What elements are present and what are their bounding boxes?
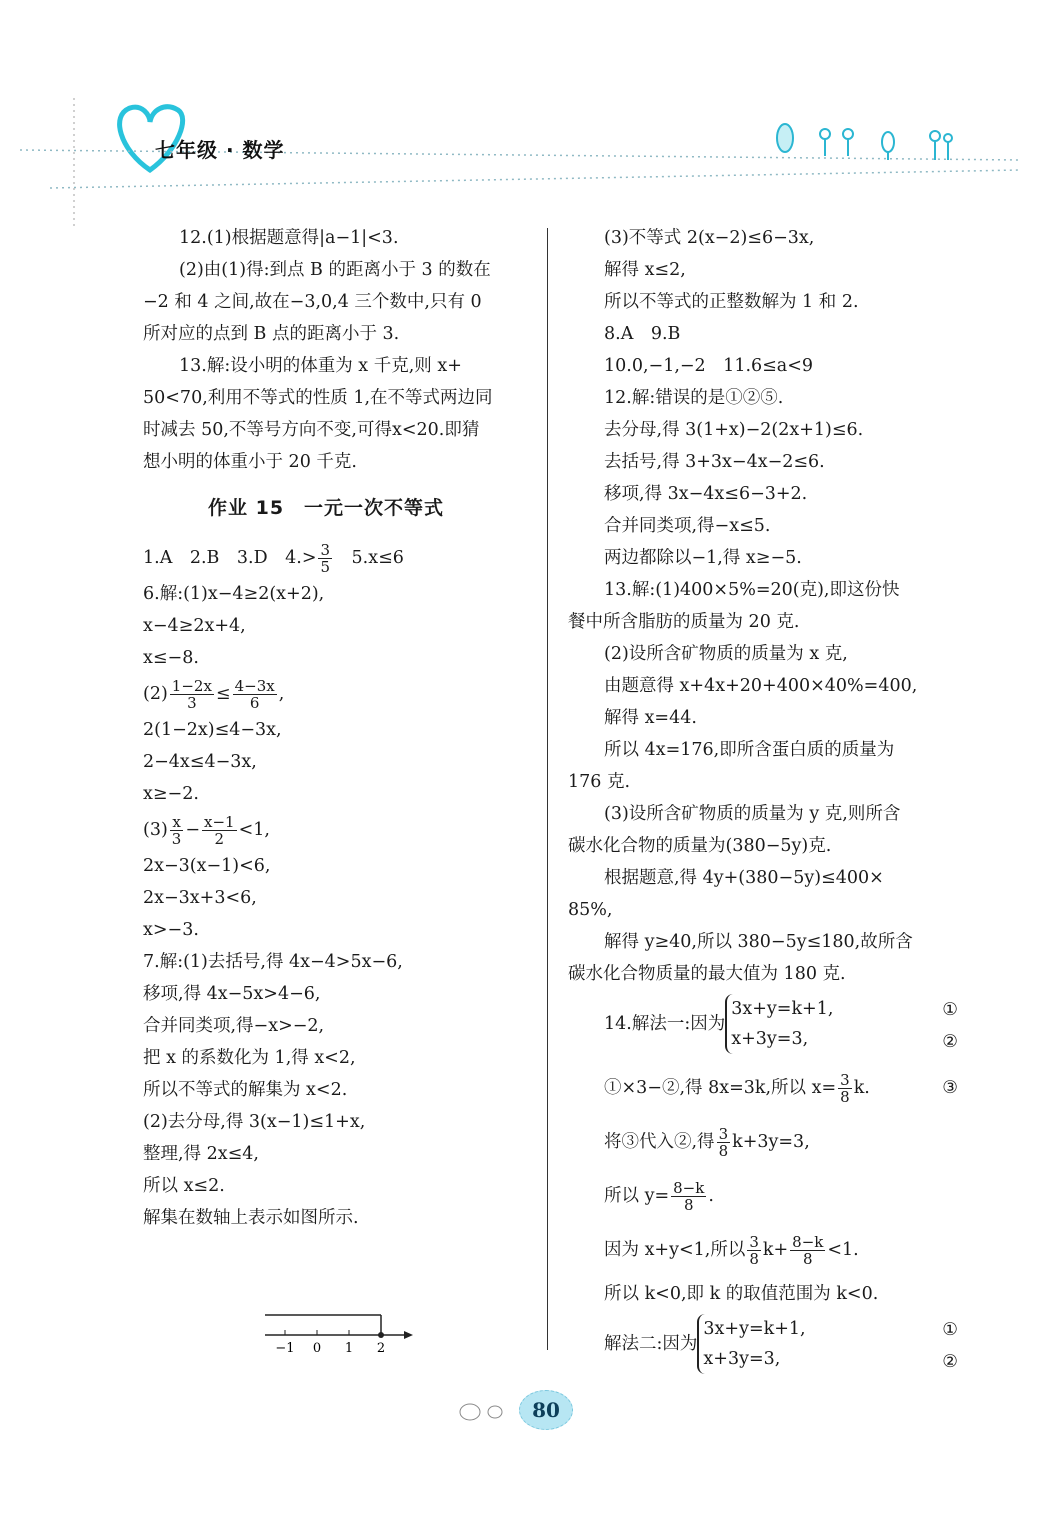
fraction: $\frac{3}{8}$ — [749, 1233, 759, 1268]
q7-line-4: 把 x 的系数化为 1,得 x<2, — [143, 1048, 356, 1068]
q6-2-step-2: 2−4x≤4−3x, — [143, 752, 257, 772]
solution-endpoint — [378, 1332, 384, 1338]
q6-2-step-1: 2(1−2x)≤4−3x, — [143, 720, 282, 740]
header-decoration — [0, 0, 1055, 230]
q6-3-step-2: 2x−3x+3<6, — [143, 888, 257, 908]
q14-step-1: ①×3−②,得 8x=3k,所以 x= $\frac{3}{8}$ k. ③ — [604, 1071, 958, 1106]
header-title: 七年级 · 数学 — [155, 138, 285, 162]
q6-2-line: (2) $\frac{1-2x}{3}$ ≤ $\frac{4-3x}{6}$ , — [143, 677, 285, 712]
q7-line-5: 所以不等式的解集为 x<2. — [143, 1080, 348, 1100]
q13r-line-1: 13.解:(1)400×5%=20(克),即这份快 — [604, 580, 900, 600]
q7-line-6: (2)去分母,得 3(x−1)≤1+x, — [143, 1112, 366, 1132]
fraction: $\frac{1-2x}{3}$ — [171, 677, 212, 712]
q13r-line-4: 由题意得 x+4x+20+400×40%=400, — [604, 676, 918, 696]
tick-label: 1 — [344, 1341, 354, 1356]
q13r-line-5: 解得 x=44. — [604, 708, 697, 728]
q14-step-4: 因为 x+y<1,所以 $\frac{3}{8}$ k+ $\frac{8-k}{8}$ <1. — [604, 1233, 859, 1268]
q13r-line-13: 碳水化合物质量的最大值为 180 克. — [568, 964, 846, 984]
q12-line-4: 所对应的点到 B 点的距离小于 3. — [143, 324, 400, 344]
column-divider — [547, 228, 548, 1350]
fraction: $\frac{x}{3}$ — [171, 813, 182, 848]
q6-line-2: x−4≥2x+4, — [143, 616, 246, 636]
section-title: 作业 15 一元一次不等式 — [208, 497, 445, 519]
q12-line-1: 12.(1)根据题意得|a−1|<3. — [179, 228, 399, 248]
q6-3-step-3: x>−3. — [143, 920, 199, 940]
q14-step-2: 将③代入②,得 $\frac{3}{8}$ k+3y=3, — [604, 1125, 810, 1160]
q13r-line-2: 餐中所含脂肪的质量为 20 克. — [568, 612, 800, 632]
q13-line-3: 时减去 50,不等号方向不变,可得x<20.即猜 — [143, 420, 480, 440]
q6-line-3: x≤−8. — [143, 648, 199, 668]
page-number: 80 — [519, 1390, 573, 1430]
equation-system: 3x+y=k+1, x+3y=3, — [725, 994, 833, 1054]
q13-line-4: 想小明的体重小于 20 千克. — [143, 452, 357, 472]
r-line-10: 合并同类项,得−x≤5. — [604, 516, 771, 536]
number-line — [263, 1310, 423, 1356]
q12-line-2: (2)由(1)得:到点 B 的距离小于 3 的数在 — [179, 260, 491, 280]
r-line-3: 所以不等式的正整数解为 1 和 2. — [604, 292, 859, 312]
q1to5-line: 1.A 2.B 3.D 4.> $\frac{3}{5}$ 5.x≤6 — [143, 541, 404, 576]
r-line-2: 解得 x≤2, — [604, 260, 686, 280]
q7-line-7: 整理,得 2x≤4, — [143, 1144, 259, 1164]
r-line-11: 两边都除以−1,得 x≥−5. — [604, 548, 802, 568]
tick-label: 0 — [312, 1341, 322, 1356]
q13r-line-11: 85%, — [568, 900, 613, 920]
fraction: $\frac{3}{5}$ — [320, 541, 331, 576]
r-line-1: (3)不等式 2(x−2)≤6−3x, — [604, 228, 815, 248]
q13r-line-12: 解得 y≥40,所以 380−5y≤180,故所含 — [604, 932, 913, 952]
q6-3-step-1: 2x−3(x−1)<6, — [143, 856, 271, 876]
r-line-5: 10.0,−1,−2 11.6≤a<9 — [604, 356, 814, 376]
left-column — [143, 222, 528, 1234]
equation-system: 3x+y=k+1, x+3y=3, — [697, 1314, 805, 1374]
q7-line-1: 7.解:(1)去括号,得 4x−4>5x−6, — [143, 952, 403, 972]
right-column — [568, 222, 958, 1378]
q7-line-9: 解集在数轴上表示如图所示. — [143, 1208, 359, 1228]
tick-label: 2 — [376, 1341, 386, 1356]
r-line-4: 8.A 9.B — [604, 324, 681, 344]
q13r-line-10: 根据题意,得 4y+(380−5y)≤400× — [604, 868, 884, 888]
fraction: $\frac{3}{8}$ — [718, 1125, 729, 1160]
q13-line-2: 50<70,利用不等式的性质 1,在不等式两边同 — [143, 388, 493, 408]
page-footer-decoration — [450, 1390, 520, 1430]
q6-line-1: 6.解:(1)x−4≥2(x+2), — [143, 584, 325, 604]
q14-system: 14.解法一:因为 3x+y=k+1, x+3y=3, ① ② — [568, 994, 958, 1058]
q13r-line-8: (3)设所含矿物质的质量为 y 克,则所含 — [604, 804, 901, 824]
q13r-line-9: 碳水化合物的质量为(380−5y)克. — [568, 836, 832, 856]
fraction: $\frac{x-1}{2}$ — [204, 813, 235, 848]
q13-line-1: 13.解:设小明的体重为 x 千克,则 x+ — [179, 356, 462, 376]
fraction: $\frac{3}{8}$ — [840, 1071, 850, 1106]
q14-step-5: 所以 k<0,即 k 的取值范围为 k<0. — [604, 1284, 879, 1304]
q7-line-8: 所以 x≤2. — [143, 1176, 225, 1196]
r-line-7: 去分母,得 3(1+x)−2(2x+1)≤6. — [604, 420, 864, 440]
flower-icon — [777, 124, 952, 160]
q6-3-line: (3) $\frac{x}{3}$ − $\frac{x-1}{2}$ <1, — [143, 813, 270, 848]
r-line-9: 移项,得 3x−4x≤6−3+2. — [604, 484, 808, 504]
tick-label: −1 — [275, 1341, 295, 1356]
q13r-line-7: 176 克. — [568, 772, 631, 792]
fraction: $\frac{4-3x}{6}$ — [234, 677, 275, 712]
q13r-line-3: (2)设所含矿物质的质量为 x 克, — [604, 644, 848, 664]
q14-step-3: 所以 y= $\frac{8-k}{8}$ . — [604, 1179, 714, 1214]
q6-2-step-3: x≥−2. — [143, 784, 199, 804]
r-line-8: 去括号,得 3+3x−4x−2≤6. — [604, 452, 825, 472]
q7-line-2: 移项,得 4x−5x>4−6, — [143, 984, 321, 1004]
q14-method2: 解法二:因为 3x+y=k+1, x+3y=3, ① ② — [568, 1314, 958, 1378]
r-line-6: 12.解:错误的是①②⑤. — [604, 388, 784, 408]
fraction: $\frac{8-k}{8}$ — [673, 1179, 705, 1214]
q13r-line-6: 所以 4x=176,即所含蛋白质的质量为 — [604, 740, 895, 760]
q7-line-3: 合并同类项,得−x>−2, — [143, 1016, 325, 1036]
fraction: $\frac{8-k}{8}$ — [792, 1233, 824, 1268]
q12-line-3: −2 和 4 之间,故在−3,0,4 三个数中,只有 0 — [143, 292, 482, 312]
